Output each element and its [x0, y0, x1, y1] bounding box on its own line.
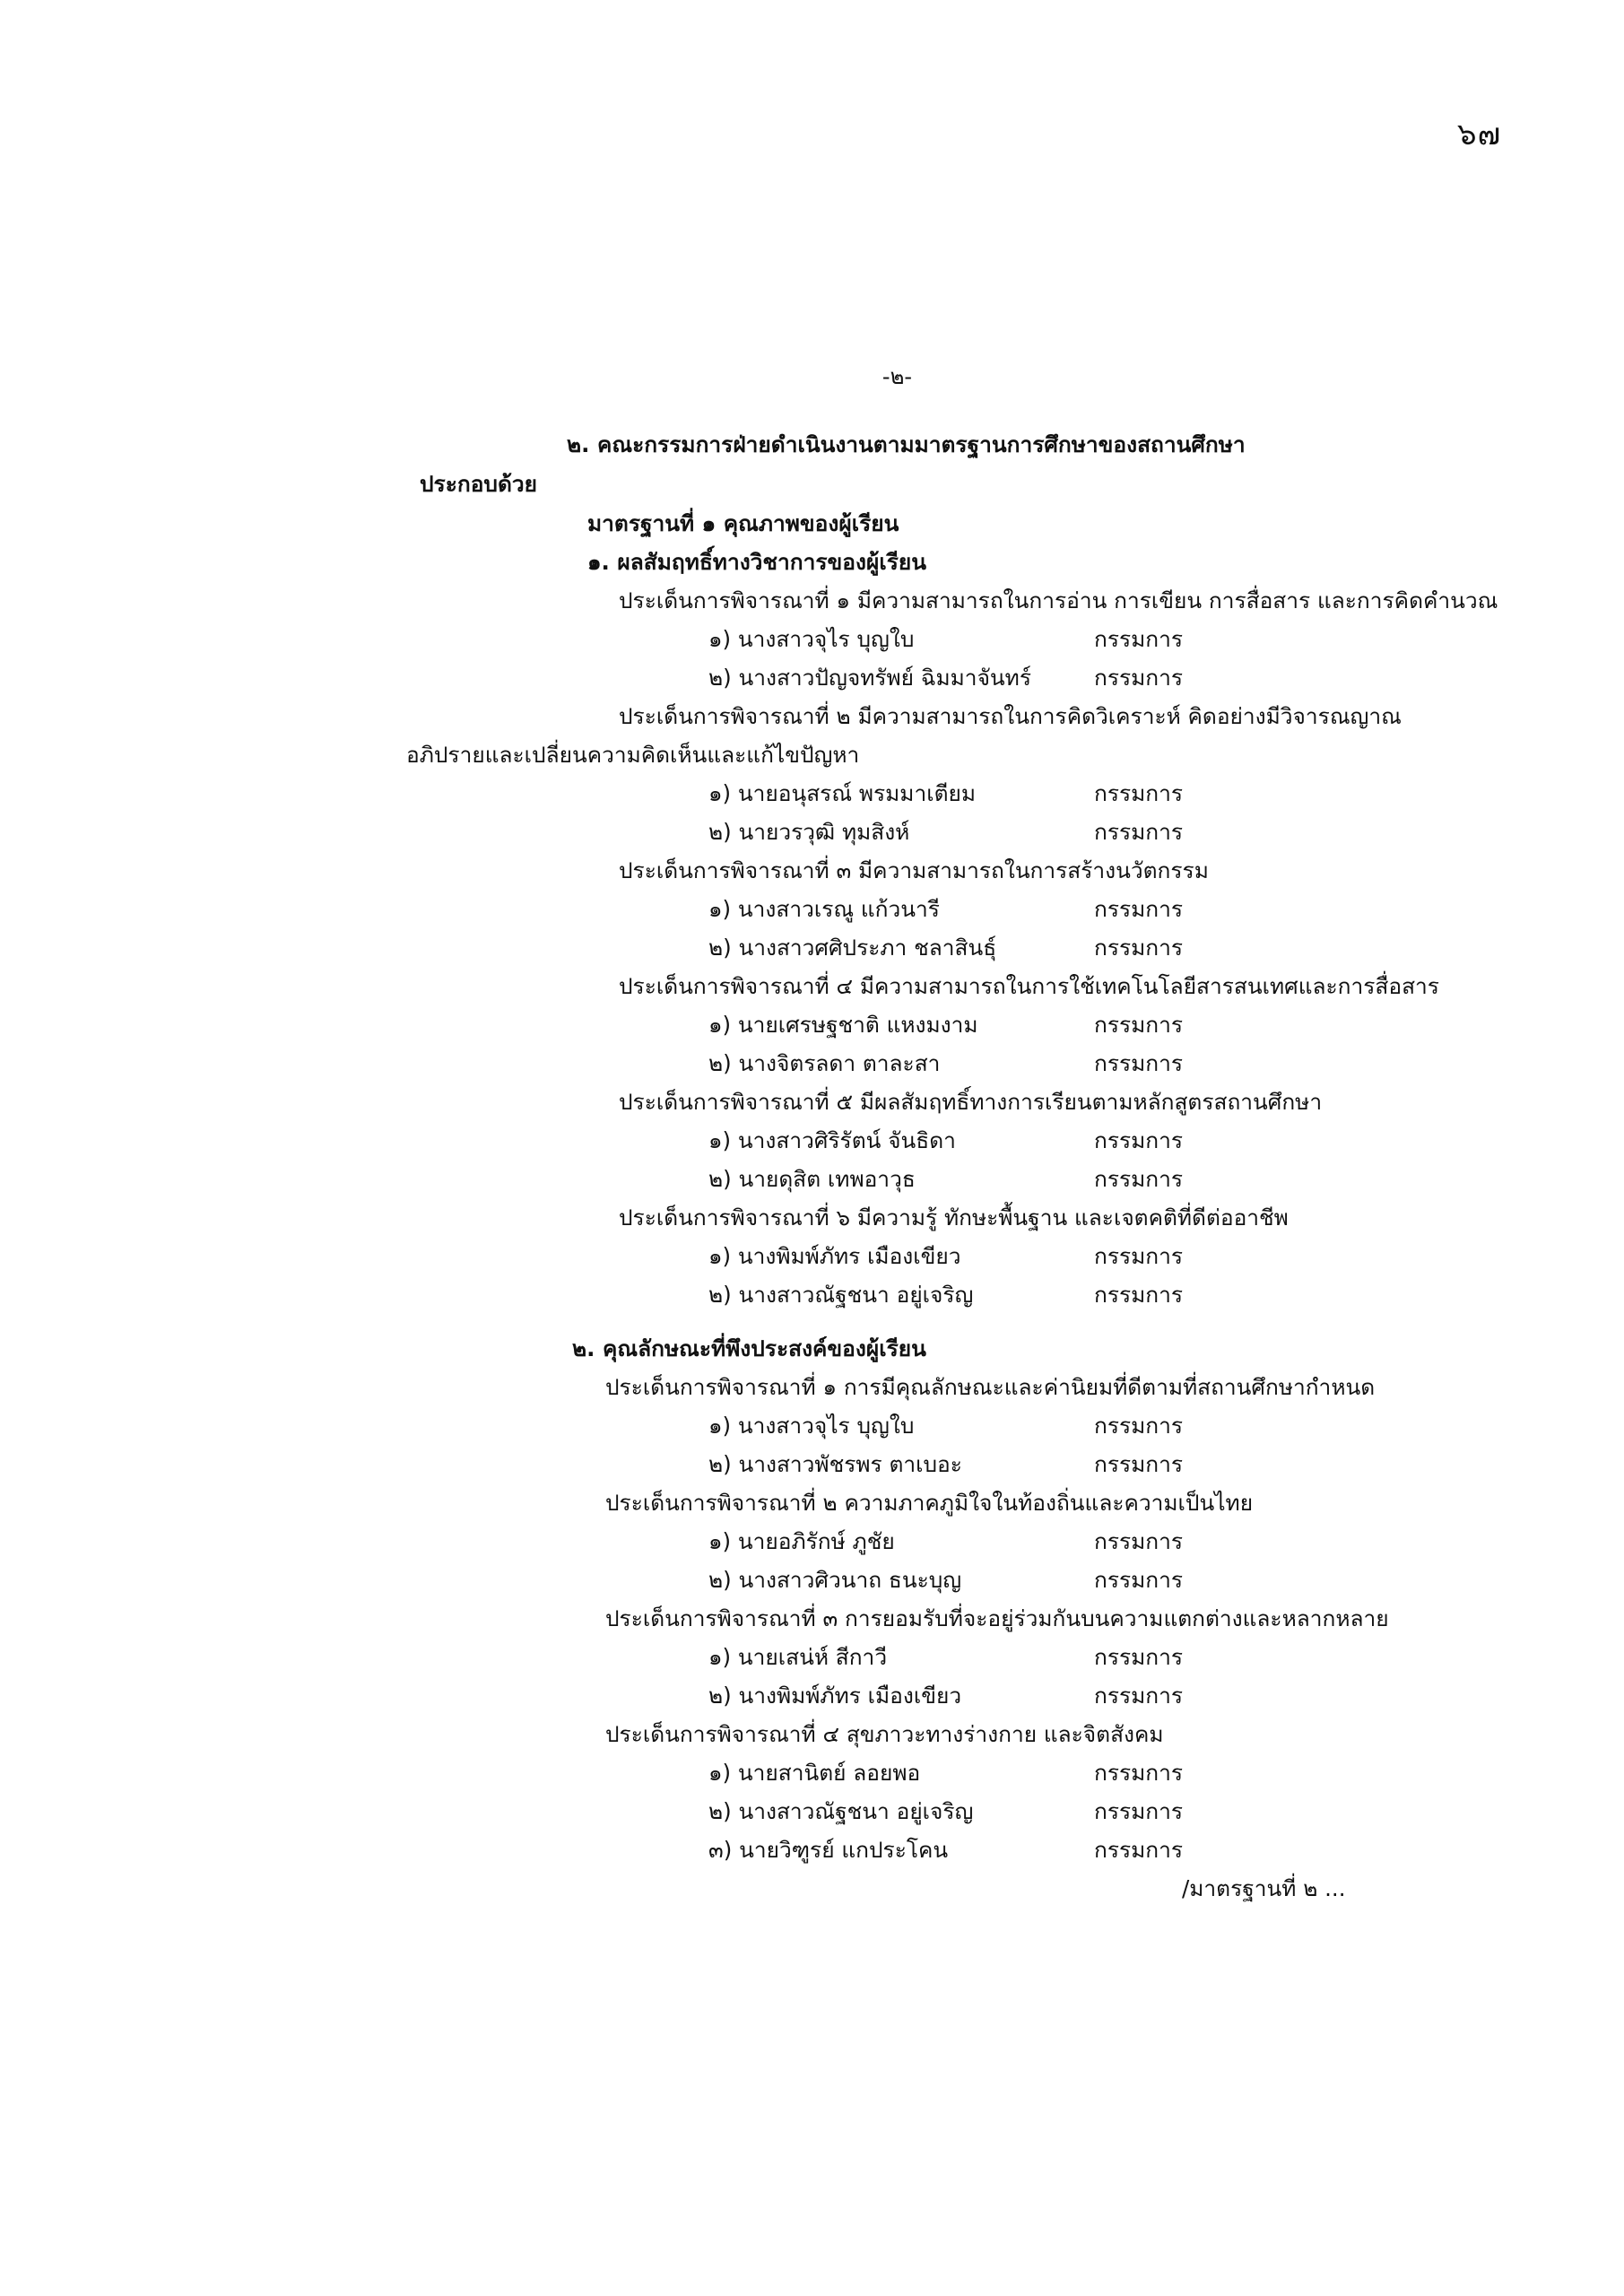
- issue-heading: ประเด็นการพิจารณาที่ ๒ มีความสามารถในการคิดวิเคราะห์ คิดอย่างมีวิจารณญาณ: [619, 703, 1402, 729]
- member-name: ๒) นางจิตรลดา ตาละสา: [708, 1050, 941, 1076]
- continuation-note: /มาตรฐานที่ ๒ ...: [1182, 1875, 1346, 1901]
- member-role: กรรมการ: [1094, 780, 1184, 806]
- member-role: กรรมการ: [1094, 1413, 1184, 1439]
- member-name: ๑) นางสาวศิริรัตน์ จันธิดา: [708, 1127, 956, 1153]
- part-2-title: ๒. คุณลักษณะที่พึงประสงค์ของผู้เรียน: [572, 1335, 926, 1361]
- member-name: ๑) นายอภิรักษ์ ภูชัย: [708, 1528, 895, 1554]
- member-role: กรรมการ: [1094, 1282, 1184, 1308]
- member-role: กรรมการ: [1094, 1243, 1184, 1269]
- member-name: ๑) นางสาวเรณู แก้วนารี: [708, 896, 940, 922]
- issue-heading: ประเด็นการพิจารณาที่ ๒ ความภาคภูมิใจในท้องถิ่นและความเป็นไทย: [605, 1490, 1254, 1516]
- comprised-of-label: ประกอบด้วย: [420, 471, 537, 497]
- issue-heading: ประเด็นการพิจารณาที่ ๔ มีความสามารถในการใช้เทคโนโลยีสารสนเทศและการสื่อสาร: [619, 973, 1439, 999]
- member-name: ๓) นายวิฑูรย์ แกประโคน: [708, 1837, 949, 1863]
- member-name: ๒) นายดุสิต เทพอาวุธ: [708, 1166, 916, 1192]
- member-role: กรรมการ: [1094, 665, 1184, 691]
- issue-heading: ประเด็นการพิจารณาที่ ๑ การมีคุณลักษณะและค่านิยมที่ดีตามที่สถานศึกษากำหนด: [605, 1374, 1376, 1400]
- member-name: ๑) นายเศรษฐชาติ แหงมงาม: [708, 1012, 978, 1038]
- issue-heading: ประเด็นการพิจารณาที่ ๓ มีความสามารถในการสร้างนวัตกรรม: [619, 857, 1209, 883]
- issue-heading: ประเด็นการพิจารณาที่ ๕ มีผลสัมฤทธิ์ทางการเรียนตามหลักสูตรสถานศึกษา: [619, 1089, 1323, 1115]
- member-name: ๑) นายเสน่ห์ สีกาวี: [708, 1644, 888, 1670]
- member-name: ๑) นางสาวจุไร บุญใบ: [708, 626, 915, 652]
- member-role: กรรมการ: [1094, 1050, 1184, 1076]
- member-role: กรรมการ: [1094, 819, 1184, 845]
- member-role: กรรมการ: [1094, 1567, 1184, 1593]
- member-name: ๒) นายวรวุฒิ ทุมสิงห์: [708, 819, 910, 845]
- issue-heading: ประเด็นการพิจารณาที่ ๖ มีความรู้ ทักษะพื้นฐาน และเจตคติที่ดีต่ออาชีพ: [619, 1205, 1289, 1231]
- member-role: กรรมการ: [1094, 896, 1184, 922]
- issue-heading: ประเด็นการพิจารณาที่ ๓ การยอมรับที่จะอยู่ร่วมกันบนความแตกต่างและหลากหลาย: [605, 1605, 1389, 1631]
- member-role: กรรมการ: [1094, 1683, 1184, 1709]
- issue-heading-continued: อภิปรายและเปลี่ยนความคิดเห็นและแก้ไขปัญหา: [406, 742, 860, 768]
- member-name: ๒) นางพิมพ์ภัทร เมืองเขียว: [708, 1683, 962, 1709]
- part-1-title: ๑. ผลสัมฤทธิ์ทางวิชาการของผู้เรียน: [587, 549, 926, 575]
- standard-1-title: มาตรฐานที่ ๑ คุณภาพของผู้เรียน: [587, 510, 899, 536]
- member-name: ๒) นางสาวณัฐชนา อยู่เจริญ: [708, 1798, 974, 1824]
- section-title: ๒. คณะกรรมการฝ่ายดำเนินงานตามมาตรฐานการศึกษาของสถานศึกษา: [567, 431, 1246, 457]
- issue-heading: ประเด็นการพิจารณาที่ ๑ มีความสามารถในการอ่าน การเขียน การสื่อสาร และการคิดคำนวณ: [619, 587, 1498, 613]
- member-name: ๒) นางสาวศศิประภา ชลาสินธุ์: [708, 935, 997, 961]
- member-role: กรรมการ: [1094, 935, 1184, 961]
- issue-heading: ประเด็นการพิจารณาที่ ๔ สุขภาวะทางร่างกาย และจิตสังคม: [605, 1721, 1164, 1747]
- member-name: ๑) นางพิมพ์ภัทร เมืองเขียว: [708, 1243, 961, 1269]
- member-role: กรรมการ: [1094, 1644, 1184, 1670]
- member-name: ๑) นายอนุสรณ์ พรมมาเตียม: [708, 780, 977, 806]
- member-role: กรรมการ: [1094, 1760, 1184, 1786]
- page-number: ๖๗: [1457, 117, 1502, 152]
- member-name: ๑) นางสาวจุไร บุญใบ: [708, 1413, 915, 1439]
- member-role: กรรมการ: [1094, 1012, 1184, 1038]
- member-name: ๑) นายสานิตย์ ลอยพอ: [708, 1760, 921, 1786]
- sub-page-marker: -๒-: [881, 364, 913, 389]
- member-name: ๒) นางสาวศิวนาถ ธนะบุญ: [708, 1567, 962, 1593]
- member-role: กรรมการ: [1094, 626, 1184, 652]
- member-role: กรรมการ: [1094, 1166, 1184, 1192]
- member-name: ๒) นางสาวปัญจทรัพย์ ฉิมมาจันทร์: [708, 665, 1031, 691]
- member-role: กรรมการ: [1094, 1528, 1184, 1554]
- member-role: กรรมการ: [1094, 1798, 1184, 1824]
- member-role: กรรมการ: [1094, 1127, 1184, 1153]
- member-name: ๒) นางสาวพัชรพร ตาเบอะ: [708, 1451, 962, 1477]
- member-role: กรรมการ: [1094, 1837, 1184, 1863]
- member-name: ๒) นางสาวณัฐชนา อยู่เจริญ: [708, 1282, 974, 1308]
- member-role: กรรมการ: [1094, 1451, 1184, 1477]
